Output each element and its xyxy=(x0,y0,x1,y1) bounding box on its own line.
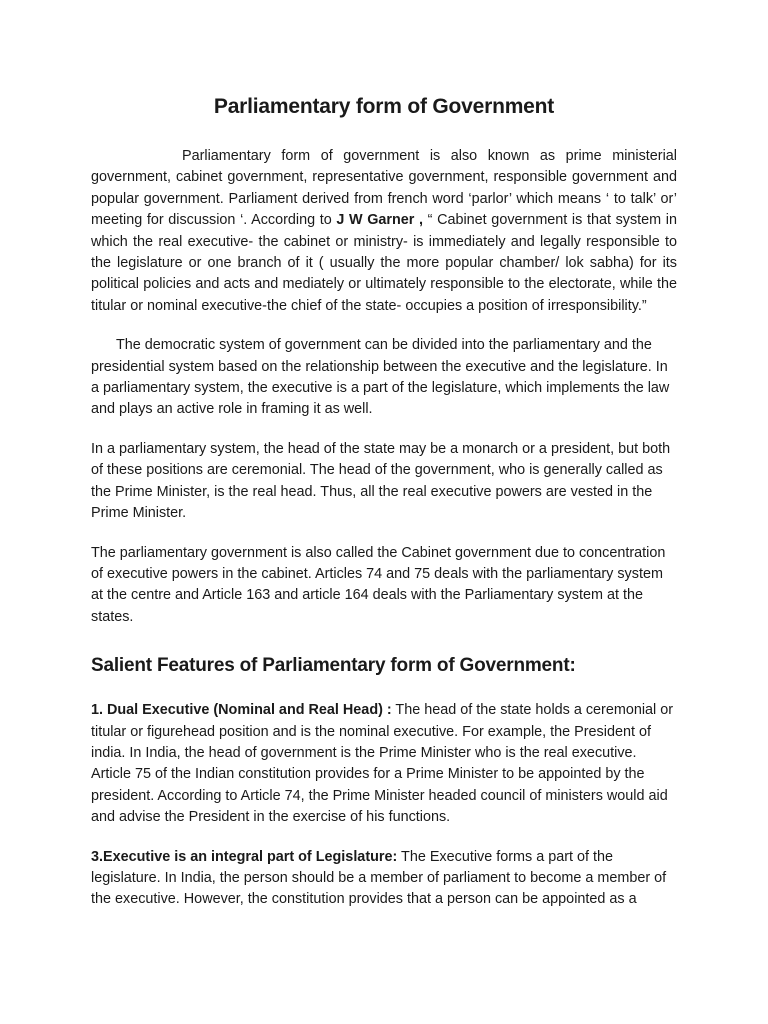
feature-label: 3.Executive is an integral part of Legislature: xyxy=(91,848,398,865)
feature-text: The Executive forms a part of the legislature. In India, the person should be a member of parliament to become a member of the executive. However, the constitution provides that a person can be appointed as a xyxy=(91,848,667,908)
feature-executive-legislature xyxy=(91,847,677,911)
paragraph-head-of-state: In a parliamentary system, the head of the state may be a monarch or a president, but both of these positions are ceremonial. The head of the government, who is generally called as the Prime Minister, is the real head. Thus, all the real executive powers are vested in the Prime Minister. xyxy=(91,440,671,522)
feature-label: 1. Dual Executive (Nominal and Real Head) : xyxy=(91,702,392,719)
section-heading: Salient Features of Parliamentary form of Government: xyxy=(91,655,576,677)
feature-text: The head of the state holds a ceremonial or titular or figurehead position and is the nominal executive. For example, the President of india. In India, the head of government is the Prime Minister who is the real executive. Article 75 of the Indian constitution provides for a Prime Minister to be appointed by the president. According to Article 74, the Prime Minister headed council of ministers would aid and advise the President in the exercise of his functions. xyxy=(91,702,674,826)
feature-dual-executive xyxy=(91,700,677,828)
paragraph-democratic-system: The democratic system of government can be divided into the parliamentary and the presidential system based on the relationship between the executive and the legislature. In a parliamentary system, the executive is a part of the legislature, which implements the law and plays an active role in framing it as well. xyxy=(91,337,670,418)
author-name: J W Garner , xyxy=(336,212,424,229)
intro-paragraph xyxy=(91,146,677,317)
document-page xyxy=(91,94,677,929)
intro-quote: “ Cabinet government is that system in which the real executive- the cabinet or ministry- is immediately and legally responsible to the legislature or one branch of it ( usually the more popular chamber/ lok sabha) for its political policies and acts and mediately or ultimately responsible to the electorate, while the titular or nominal executive-the chief of the state- occupies a position of irresponsibility.” xyxy=(91,212,677,314)
intro-text-before: Parliamentary form of government is also known as prime ministerial government, cabinet government, representative government, responsible government and popular government. Parliament derived from french word ‘parlor’ which means ‘ to talk’ or’ meeting for discussion ‘. According to xyxy=(91,148,677,229)
paragraph-cabinet-government: The parliamentary government is also called the Cabinet government due to concentration of executive powers in the cabinet. Articles 74 and 75 deals with the parliamentary system at the centre and Article 163 and article 164 deals with the Parliamentary system at the states. xyxy=(91,544,666,625)
page-title: Parliamentary form of Government xyxy=(213,95,555,118)
